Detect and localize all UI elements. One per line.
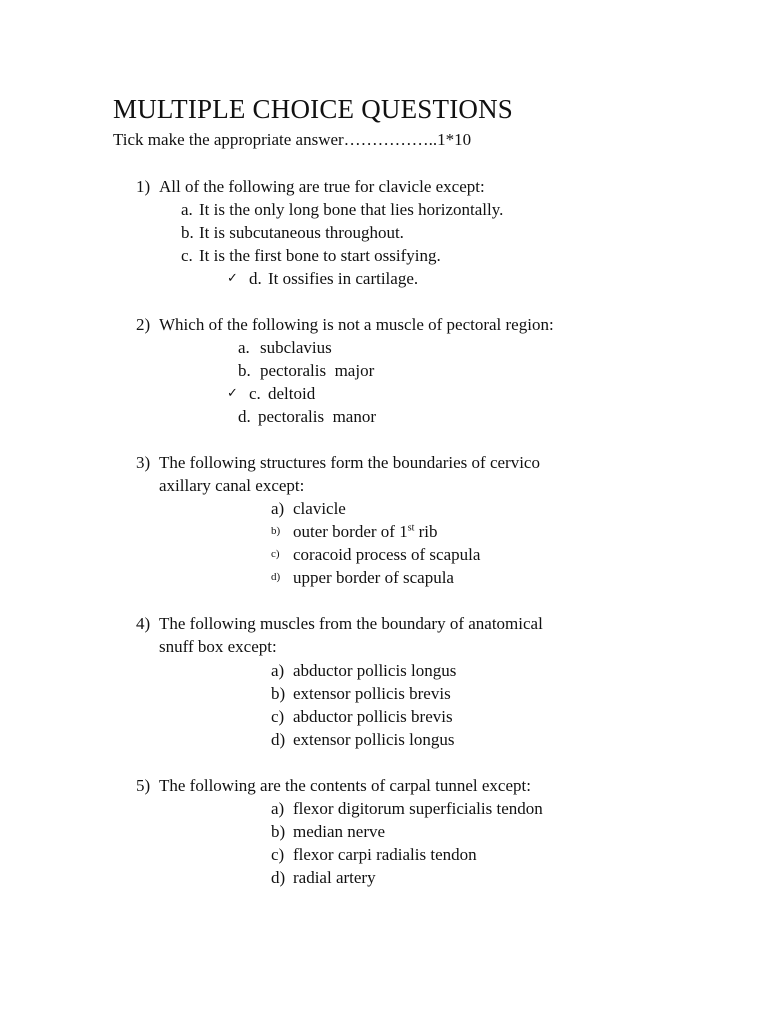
option-marker: b. (238, 361, 251, 380)
option-text[interactable]: It is the first bone to start ossifying. (199, 246, 441, 265)
option-marker: c) (271, 707, 285, 726)
option-text[interactable]: upper border of scapula (293, 568, 454, 587)
option-marker: a. (238, 338, 250, 357)
option-text[interactable]: pectoralis manor (258, 407, 377, 426)
option-text[interactable]: clavicle (293, 499, 346, 518)
question-number: 4) (136, 614, 151, 633)
question-text: axillary canal except: (159, 476, 305, 495)
option-marker: b. (181, 223, 194, 242)
option-marker: d. (249, 269, 262, 288)
question-text: All of the following are true for clavicle except: (159, 177, 485, 196)
option-marker: b) (271, 525, 281, 537)
option-text[interactable]: outer border of 1st rib (293, 522, 438, 541)
question-number: 1) (136, 177, 151, 196)
option-text[interactable]: It ossifies in cartilage. (268, 269, 419, 288)
page-title: MULTIPLE CHOICE QUESTIONS (113, 94, 514, 124)
option-text[interactable]: deltoid (268, 384, 316, 403)
option-marker: a) (271, 661, 285, 680)
question-text: Which of the following is not a muscle of pectoral region: (159, 315, 554, 334)
option-text[interactable]: subclavius (260, 338, 332, 357)
instruction-text: Tick make the appropriate answer……………..1*10 (113, 130, 472, 149)
question-text: The following muscles from the boundary of anatomical (159, 614, 543, 633)
option-marker: a. (181, 200, 193, 219)
question-number: 3) (136, 453, 151, 472)
option-marker: d. (238, 407, 251, 426)
question-text: The following are the contents of carpal tunnel except: (159, 776, 531, 795)
option-marker: a) (271, 799, 285, 818)
option-marker: d) (271, 730, 286, 749)
option-marker: a) (271, 499, 285, 518)
superscript: st (407, 522, 415, 534)
question-number: 2) (136, 315, 151, 334)
option-text[interactable]: abductor pollicis brevis (293, 707, 453, 726)
option-text[interactable]: median nerve (293, 822, 386, 841)
question-number: 5) (136, 776, 151, 795)
option-text[interactable]: flexor carpi radialis tendon (293, 845, 477, 864)
option-text[interactable]: radial artery (293, 868, 376, 887)
option-text[interactable]: It is the only long bone that lies horizontally. (199, 200, 504, 219)
option-marker: c) (271, 548, 280, 560)
option-text[interactable]: extensor pollicis longus (293, 730, 455, 749)
question-text: snuff box except: (159, 637, 277, 656)
option-marker: b) (271, 684, 286, 703)
option-marker: d) (271, 868, 286, 887)
option-text[interactable]: It is subcutaneous throughout. (199, 223, 404, 242)
question-text: The following structures form the boundaries of cervico (159, 453, 540, 472)
option-marker: b) (271, 822, 286, 841)
option-text[interactable]: extensor pollicis brevis (293, 684, 451, 703)
option-text[interactable]: coracoid process of scapula (293, 545, 481, 564)
option-text[interactable]: flexor digitorum superficialis tendon (293, 799, 543, 818)
checkmark-icon: ✓ (227, 386, 238, 401)
option-text[interactable]: pectoralis major (260, 361, 375, 380)
option-text[interactable]: abductor pollicis longus (293, 661, 457, 680)
option-marker: c. (249, 384, 261, 403)
option-marker: c. (181, 246, 193, 265)
checkmark-icon: ✓ (227, 271, 238, 286)
option-marker: c) (271, 845, 285, 864)
option-marker: d) (271, 571, 281, 583)
